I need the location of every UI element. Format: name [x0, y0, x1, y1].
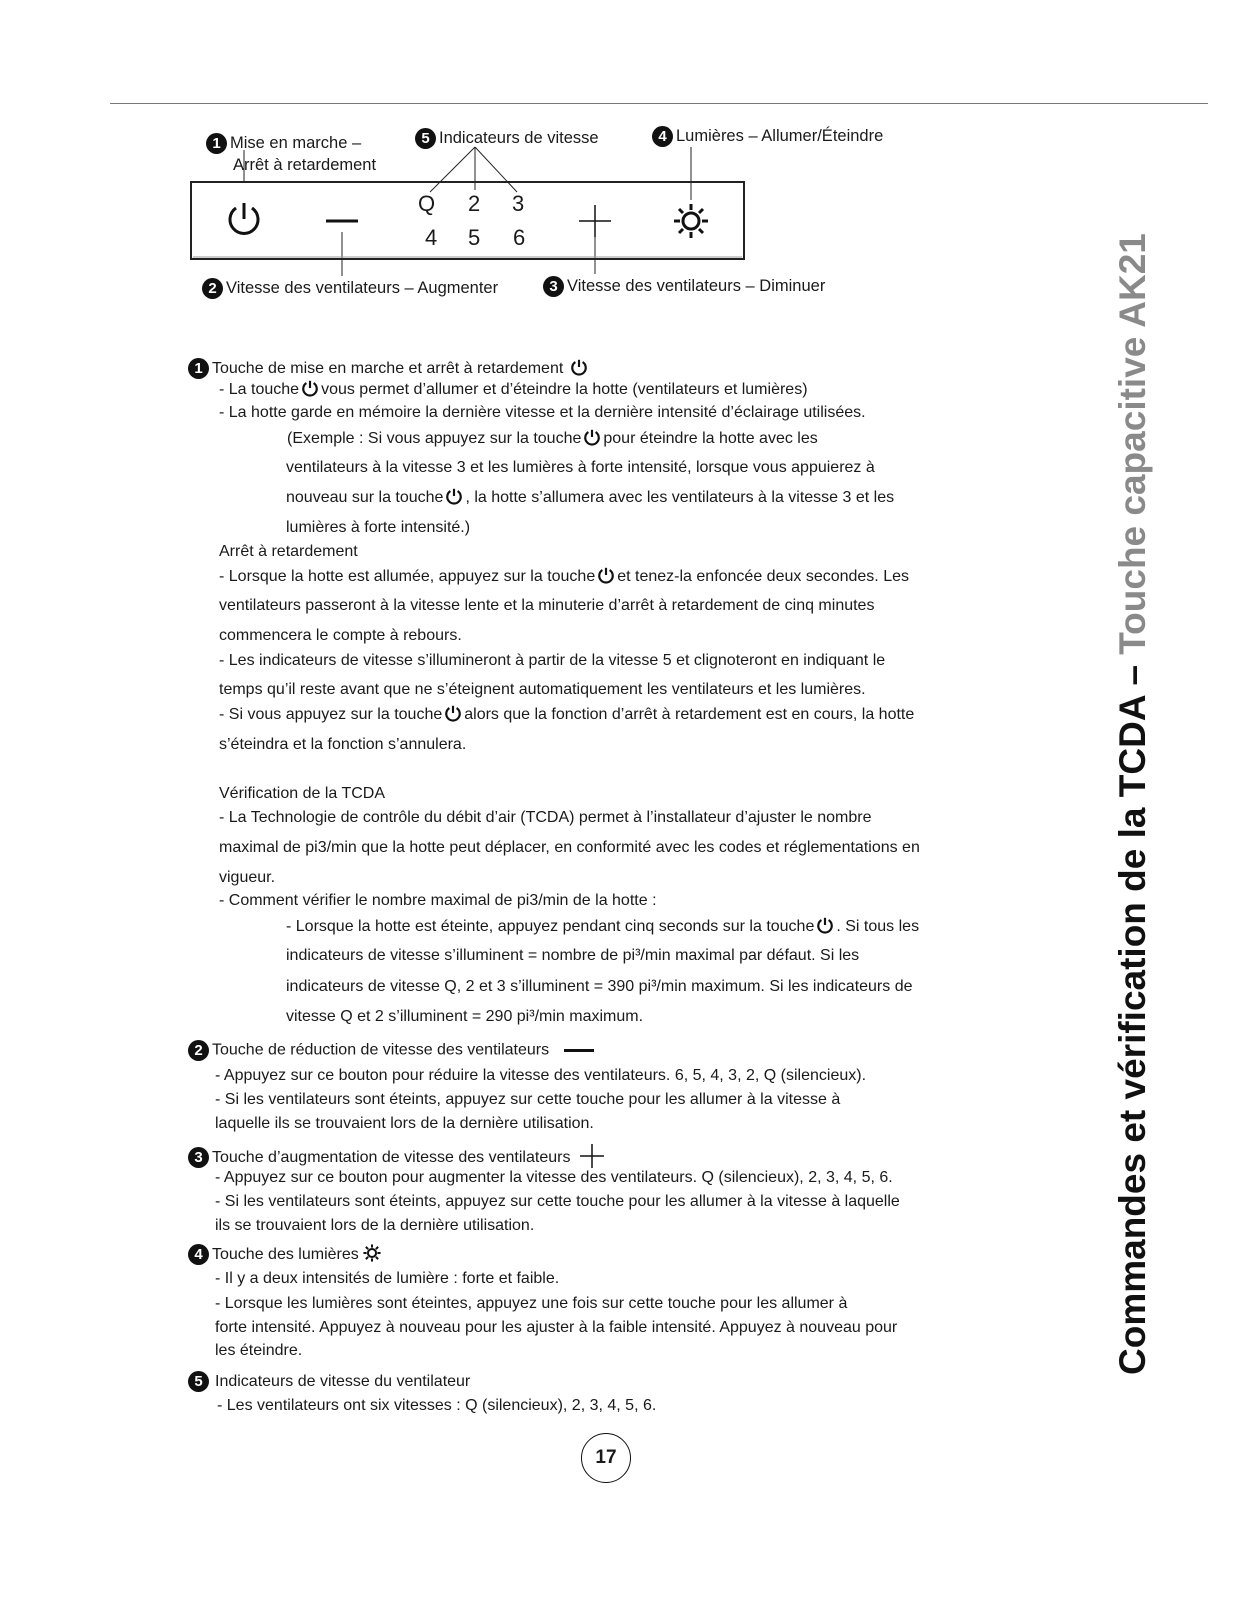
delay-line-2: ventilateurs passeront à la vitesse lente et la minuterie d’arrêt à retardement de cinq minutes [219, 597, 875, 614]
delay-line-7: s’éteindra et la fonction s’annulera. [219, 736, 467, 753]
power-icon [445, 487, 463, 505]
side-title [1112, 233, 1154, 1375]
label-power: 1 Mise en marche – Arrêt à retardement [206, 132, 376, 176]
s4-line-3: forte intensité. Appuyez à nouveau pour les ajuster à la faible intensité. Appuyez à nouveau pour [215, 1319, 898, 1336]
s4-line-4: les éteindre. [215, 1342, 303, 1359]
tcda-line-7: indicateurs de vitesse Q, 2 et 3 s’illuminent = 390 pi³/min maximum. Si les indicateurs de [286, 978, 913, 995]
s4-line-2: - Lorsque les lumières sont éteintes, appuyez une fois sur cette touche pour les allumer à [215, 1295, 848, 1312]
label-speed-down: 3 Vitesse des ventilateurs – Diminuer [543, 276, 825, 297]
section-3-title: 3 Touche d’augmentation de vitesse des ventilateurs [188, 1143, 605, 1169]
tcda-line-4: - Comment vérifier le nombre maximal de pi3/min de la hotte : [219, 892, 657, 909]
badge-4: 4 [652, 126, 673, 147]
speed-5: 5 [468, 225, 481, 250]
power-icon [583, 428, 601, 446]
s3-line-1: - Appuyez sur ce bouton pour augmenter la vitesse des ventilateurs. Q (silencieux), 2, 3, 4, 5, 6. [215, 1169, 893, 1186]
s2-line-2: - Si les ventilateurs sont éteints, appuyez sur cette touche pour les allumer à la vitesse à [215, 1091, 841, 1108]
label-speed-indicators: 5 Indicateurs de vitesse [415, 128, 599, 149]
badge-2: 2 [188, 1040, 209, 1061]
s1-line-2: - La hotte garde en mémoire la dernière vitesse et la dernière intensité d’éclairage utilisées. [219, 404, 866, 421]
section-1-title: 1 Touche de mise en marche et arrêt à retardement [188, 358, 590, 379]
power-icon [570, 358, 588, 376]
delay-line-4: - Les indicateurs de vitesse s’illumineront à partir de la vitesse 5 et clignoteront en indiquant le [219, 652, 886, 669]
speed-6: 6 [513, 225, 526, 250]
speed-2: 2 [468, 191, 481, 216]
badge-5: 5 [188, 1371, 209, 1392]
s1-example-2: ventilateurs à la vitesse 3 et les lumières à forte intensité, lorsque vous appuierez à [286, 459, 875, 476]
tcda-check-title: Vérification de la TCDA [219, 785, 385, 802]
s2-line-1: - Appuyez sur ce bouton pour réduire la vitesse des ventilateurs. 6, 5, 4, 3, 2, Q (silencieux). [215, 1067, 867, 1084]
label-lights: 4 Lumières – Allumer/Éteindre [652, 126, 883, 147]
s1-line-1: - La touche vous permet d’allumer et d’éteindre la hotte (ventilateurs et lumières) [219, 381, 808, 398]
s3-line-2: - Si les ventilateurs sont éteints, appuyez sur cette touche pour les allumer à la vitesse à laquelle [215, 1193, 900, 1210]
delay-line-1: - Lorsque la hotte est allumée, appuyez sur la touche et tenez-la enfoncée deux secondes. Les [219, 568, 909, 585]
section-4-title: 4 Touche des lumières [188, 1244, 381, 1265]
s3-line-3: ils se trouvaient lors de la dernière utilisation. [215, 1217, 535, 1234]
plus-icon [579, 1143, 605, 1169]
section-5-title: 5 Indicateurs de vitesse du ventilateur [188, 1371, 470, 1392]
power-icon [444, 704, 462, 722]
badge-4: 4 [188, 1244, 209, 1265]
tcda-line-5: - Lorsque la hotte est éteinte, appuyez pendant cinq seconds sur la touche . Si tous les [286, 918, 920, 935]
side-title-model: Touche capacitive AK21 [1112, 233, 1153, 665]
section-2-title: 2 Touche de réduction de vitesse des ventilateurs [188, 1040, 594, 1061]
badge-5: 5 [415, 128, 436, 149]
tcda-line-8: vitesse Q et 2 s’illuminent = 290 pi³/min maximum. [286, 1008, 644, 1025]
tcda-line-3: vigueur. [219, 869, 276, 886]
delay-line-6: - Si vous appuyez sur la touche alors que la fonction d’arrêt à retardement est en cours, la hotte [219, 706, 915, 723]
s1-example-1: (Exemple : Si vous appuyez sur la touche pour éteindre la hotte avec les [287, 430, 818, 447]
delay-line-5: temps qu’il reste avant que ne s’éteignent automatiquement les ventilateurs et les lumières. [219, 681, 866, 698]
tcda-line-2: maximal de pi3/min que la hotte peut déplacer, en conformité avec les codes et réglementations en [219, 839, 920, 856]
delay-line-3: commencera le compte à rebours. [219, 627, 462, 644]
badge-3: 3 [188, 1147, 209, 1168]
minus-icon [564, 1049, 594, 1052]
badge-3: 3 [543, 276, 564, 297]
power-icon [301, 379, 319, 397]
speed-q: Q [418, 191, 436, 216]
s2-line-3: laquelle ils se trouvaient lors de la dernière utilisation. [215, 1115, 594, 1132]
s1-example-4: lumières à forte intensité.) [286, 519, 471, 536]
s4-line-1: - Il y a deux intensités de lumière : forte et faible. [215, 1270, 560, 1287]
tcda-line-1: - La Technologie de contrôle du débit d’air (TCDA) permet à l’installateur d’ajuster le nombre [219, 809, 872, 826]
badge-1: 1 [188, 358, 209, 379]
badge-2: 2 [202, 278, 223, 299]
s1-example-3: nouveau sur la touche , la hotte s’allumera avec les ventilateurs à la vitesse 3 et les [286, 489, 895, 506]
label-speed-up: 2 Vitesse des ventilateurs – Augmenter [202, 278, 498, 299]
tcda-line-6: indicateurs de vitesse s’illuminent = nombre de pi³/min maximal par défaut. Si les [286, 947, 860, 964]
power-icon [816, 916, 834, 934]
badge-1: 1 [206, 133, 227, 154]
sun-icon [363, 1244, 381, 1262]
page-number: 17 [581, 1433, 631, 1483]
power-icon [597, 566, 615, 584]
s5-line-1: - Les ventilateurs ont six vitesses : Q (silencieux), 2, 3, 4, 5, 6. [217, 1397, 657, 1414]
delay-off-title: Arrêt à retardement [219, 543, 358, 560]
speed-4: 4 [425, 225, 438, 250]
side-title-main: Commandes et vérification de la TCDA – [1112, 664, 1153, 1375]
speed-3: 3 [512, 191, 525, 216]
